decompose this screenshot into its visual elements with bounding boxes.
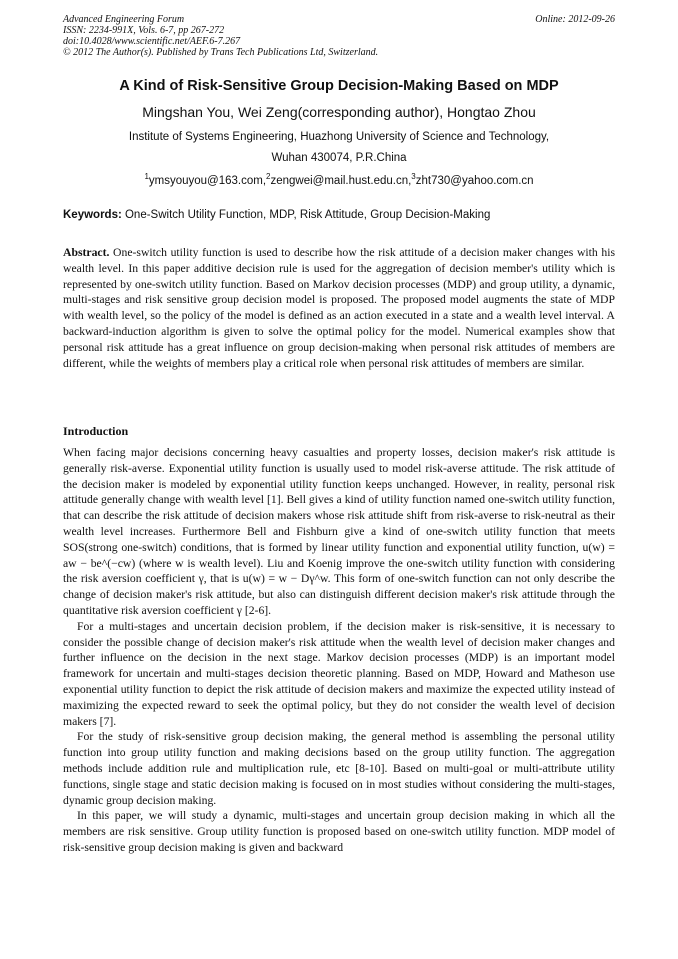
author-list: Mingshan You, Wei Zeng(corresponding author), Hongtao Zhou [142, 104, 536, 120]
email-marker-1: 1 [144, 172, 149, 181]
intro-paragraph-1: When facing major decisions concerning heavy casualties and property losses, decision maker's risk attitude is generally risk-averse. Exponential utility function is usually used to model risk-averse attitude. The risk attitude of the decision maker is modeled by exponential utility function keeps unchanged. However, in reality, personal risk attitude generally change with wealth level [1]. Bell gives a kind of utility function named one-switch utility function, that can describe the risk attitude of decision makers whose risk attitude shift from risk-averse to risk-neutral as their wealth level increases. Furthermore Bell and Fishburn give a kind of one-switch utility function that meets SOS(strong one-switch) conditions, that is formed by linear utility function and exponential utility function, u(w) = aw − be^(−cw) (where w is wealth level). Liu and Koenig improve the one-switch utility function with considering the risk aversion coefficient γ, that is u(w) = w − Dγ^w. This form of one-switch function can not only describe the change of decision maker's risk attitude, but also can distinguish different decision maker's risk attitude through the quantitative risk aversion coefficient γ [2-6]. [63, 446, 615, 617]
email-marker-3: 3 [411, 172, 416, 181]
abstract-paragraph [63, 245, 615, 371]
introduction-body [63, 445, 615, 856]
keywords-label: Keywords: [63, 209, 122, 221]
doi-line: doi:10.4028/www.scientific.net/AEF.6-7.267 [63, 36, 241, 47]
intro-paragraph-2: For a multi-stages and uncertain decision problem, if the decision maker is risk-sensitive, it is necessary to consider the possible change of decision maker's risk attitude when the wealth level of decision maker changes and further influence on the decision in the next stage. Markov decision processes (MDP) is an important model framework for uncertain and multi-stages decision theoretic planning. Based on MDP, Howard and Matheson use exponential utility function to depict the risk attitude of decision makers and maximize the expected utility instead of maximizing the expected reward to seek the optimal policy, but they do not consider the wealth level of decision makers [7]. [63, 619, 615, 728]
abstract-text: One-switch utility function is used to describe how the risk attitude of a decision maker changes with his wealth level. In this paper additive decision rule is used for the aggregation of decision member's utility which is represented by one-switch utility function. Based on Markov decision processes (MDP) and group utility, a dynamic, multi-stages and risk sensitive group decision model is proposed. The proposed model augments the state of MDP with wealth level, so the policy of the model is defined as an action executed in a state and a wealth level interval. A backward-induction algorithm is given to solve the optimal policy for the model. Numerical examples show that personal risk attitude has a great influence on group decision-making when personal risk attitudes of members are different, while the weights of members play a critical role when personal risk attitudes of members are similar. [63, 246, 615, 370]
email-2: zengwei@mail.hust.edu.cn, [270, 174, 412, 187]
journal-name: Advanced Engineering Forum [63, 14, 185, 25]
email-1: ymsyouyou@163.com, [148, 174, 267, 187]
introduction-heading: Introduction [63, 424, 129, 438]
paper-title: A Kind of Risk-Sensitive Group Decision-Making Based on MDP [119, 78, 559, 94]
copyright-line: © 2012 The Author(s). Published by Trans Tech Publications Ltd, Switzerland. [63, 47, 379, 58]
intro-paragraph-3: For the study of risk-sensitive group decision making, the general method is assembling the personal utility function into group utility function and making decisions based on the group utility function. The aggregation methods include addition rule and multiplication rule, etc [8-10]. Based on multi-goal or multi-attribute utility functions, single stage and static decision making is focused on in most studies without considering the multi-stages, dynamic group decision making. [63, 730, 615, 807]
affiliation-line-1: Institute of Systems Engineering, Huazhong University of Science and Technology, [128, 131, 550, 143]
keywords-line [63, 209, 615, 221]
author-emails [40, 172, 638, 187]
keywords-text: One-Switch Utility Function, MDP, Risk Attitude, Group Decision-Making [121, 209, 491, 221]
email-3: zht730@yahoo.com.cn [415, 174, 534, 187]
issn-line: ISSN: 2234-991X, Vols. 6-7, pp 267-272 [63, 25, 225, 36]
journal-header [63, 14, 615, 58]
abstract-label: Abstract. [63, 246, 110, 259]
email-marker-2: 2 [266, 172, 271, 181]
affiliation-line-2: Wuhan 430074, P.R.China [271, 152, 407, 164]
online-date: Online: 2012-09-26 [535, 14, 615, 25]
intro-paragraph-4: In this paper, we will study a dynamic, multi-stages and uncertain group decision making in which all the members are risk sensitive. Group utility function is proposed based on one-switch utility function. MDP model of risk-sensitive group decision making is given and backward [63, 809, 615, 854]
